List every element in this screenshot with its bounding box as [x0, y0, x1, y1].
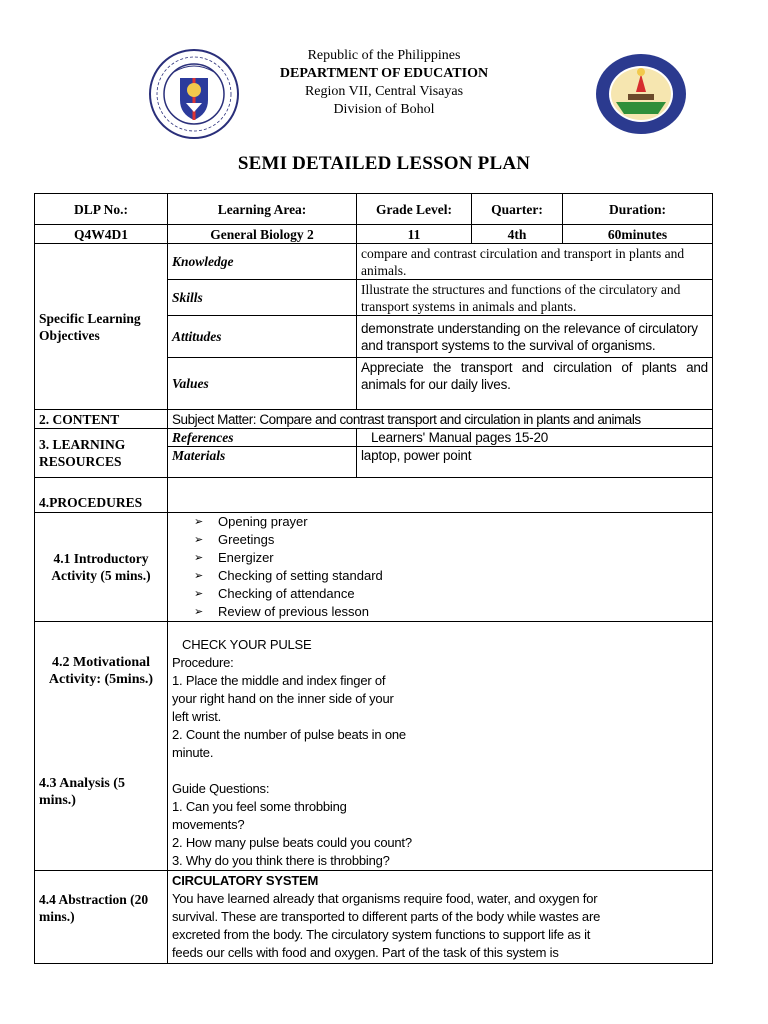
motivation-analysis-row	[35, 622, 713, 871]
duration-value: 60minutes	[563, 225, 713, 244]
document-header	[0, 44, 768, 144]
references-row	[35, 429, 713, 447]
abstraction-content	[168, 871, 713, 964]
header-row	[35, 194, 713, 225]
motivational-label: 4.2 Motivational Activity: (5mins.)	[48, 655, 154, 687]
knowledge-text: compare and contrast circulation and transport in plants and animals.	[357, 244, 713, 280]
introductory-row	[35, 513, 713, 622]
introductory-list-item	[194, 531, 708, 549]
abstraction-title: CIRCULATORY SYSTEM	[172, 873, 319, 888]
introductory-list-item-text: Energizer	[218, 550, 274, 565]
dlp-value: Q4W4D1	[35, 225, 168, 244]
skills-text: Illustrate the structures and functions of the circulatory and transport systems in animals and plants.	[357, 280, 713, 316]
values-row	[35, 225, 713, 244]
introductory-list-item-text: Review of previous lesson	[218, 604, 370, 619]
arrow-bullet-icon: ➢	[194, 552, 204, 564]
content-row	[35, 410, 713, 429]
procedure-step-1: 1. Place the middle and index finger of your right hand on the inner side of your left wrist.	[172, 673, 394, 724]
skills-label: Skills	[168, 280, 357, 316]
materials-text: laptop, power point	[357, 447, 713, 478]
introductory-cell	[168, 513, 713, 622]
quarter-header: Quarter:	[472, 194, 563, 225]
arrow-bullet-icon: ➢	[194, 570, 204, 582]
motivation-analysis-text	[172, 636, 412, 870]
introductory-list-item-text: Checking of attendance	[218, 586, 355, 601]
attitudes-label: Attitudes	[168, 316, 357, 358]
procedures-blank	[168, 478, 713, 513]
pulse-activity-title: CHECK YOUR PULSE	[182, 637, 312, 652]
materials-label: Materials	[168, 447, 357, 478]
lesson-plan-table	[34, 193, 713, 964]
abstraction-text: You have learned already that organisms require food, water, and oxygen for survival. These are transported to different parts of the body while wastes are excreted from the body. The circulatory system functions to support life as it feeds our cells with food and oxygen. Part of the task of this system is	[172, 891, 601, 960]
arrow-bullet-icon: ➢	[194, 606, 204, 618]
abstraction-row	[35, 871, 713, 964]
learning-resources-label: 3. LEARNING RESOURCES	[35, 429, 168, 478]
header-line-republic: Republic of the Philippines	[307, 48, 461, 63]
references-label: References	[168, 429, 357, 447]
header-line-department: DEPARTMENT OF EDUCATION	[279, 66, 489, 81]
arrow-bullet-icon: ➢	[194, 588, 204, 600]
motivation-analysis-content	[168, 622, 713, 871]
objective-knowledge-row	[35, 244, 713, 280]
references-text: Learners' Manual pages 15-20	[357, 429, 713, 447]
learning-area-header: Learning Area:	[168, 194, 357, 225]
guide-question-2: 2. How many pulse beats could you count?	[172, 835, 412, 850]
procedure-step-2: 2. Count the number of pulse beats in one minute.	[172, 727, 406, 760]
guide-questions-label: Guide Questions:	[172, 781, 270, 796]
header-line-region: Region VII, Central Visayas	[304, 84, 464, 99]
dlp-header: DLP No.:	[35, 194, 168, 225]
arrow-bullet-icon: ➢	[194, 516, 204, 528]
introductory-list-item	[194, 513, 708, 531]
lesson-plan-title: SEMI DETAILED LESSON PLAN	[237, 153, 531, 174]
grade-level-header: Grade Level:	[357, 194, 472, 225]
introductory-list-item-text: Greetings	[218, 532, 275, 547]
abstraction-label: 4.4 Abstraction (20 mins.)	[35, 871, 168, 964]
procedures-row	[35, 478, 713, 513]
introductory-list-item	[194, 603, 708, 621]
specific-objectives-label: Specific Learning Objectives	[35, 244, 168, 410]
motivation-analysis-labels	[35, 622, 168, 871]
attitudes-text: demonstrate understanding on the relevance of circulatory and transport systems to the survival of organisms.	[357, 316, 713, 358]
introductory-label: 4.1 Introductory Activity (5 mins.)	[35, 513, 168, 622]
division-of-bohol-seal-icon	[594, 52, 688, 136]
content-label: 2. CONTENT	[35, 410, 168, 429]
introductory-list-item-text: Checking of setting standard	[218, 568, 383, 583]
content-subject-matter: Subject Matter: Compare and contrast transport and circulation in plants and animals	[168, 410, 713, 429]
arrow-bullet-icon: ➢	[194, 534, 204, 546]
procedures-label: 4.PROCEDURES	[35, 478, 168, 513]
introductory-list	[172, 513, 708, 621]
values-text: Appreciate the transport and circulation of plants and animals for our daily lives.	[357, 358, 713, 410]
introductory-list-item-text: Opening prayer	[218, 514, 308, 529]
knowledge-label: Knowledge	[168, 244, 357, 280]
duration-header: Duration:	[563, 194, 713, 225]
introductory-list-item	[194, 549, 708, 567]
values-label: Values	[168, 358, 357, 410]
procedure-label: Procedure:	[172, 655, 234, 670]
quarter-value: 4th	[472, 225, 563, 244]
analysis-label: 4.3 Analysis (5 mins.)	[39, 776, 125, 808]
introductory-list-item	[194, 585, 708, 603]
learning-area-value: General Biology 2	[168, 225, 357, 244]
guide-question-1: 1. Can you feel some throbbing movements?	[172, 799, 347, 832]
header-line-division: Division of Bohol	[333, 102, 435, 117]
grade-level-value: 11	[357, 225, 472, 244]
introductory-list-item	[194, 567, 708, 585]
guide-question-3: 3. Why do you think there is throbbing?	[172, 853, 390, 868]
